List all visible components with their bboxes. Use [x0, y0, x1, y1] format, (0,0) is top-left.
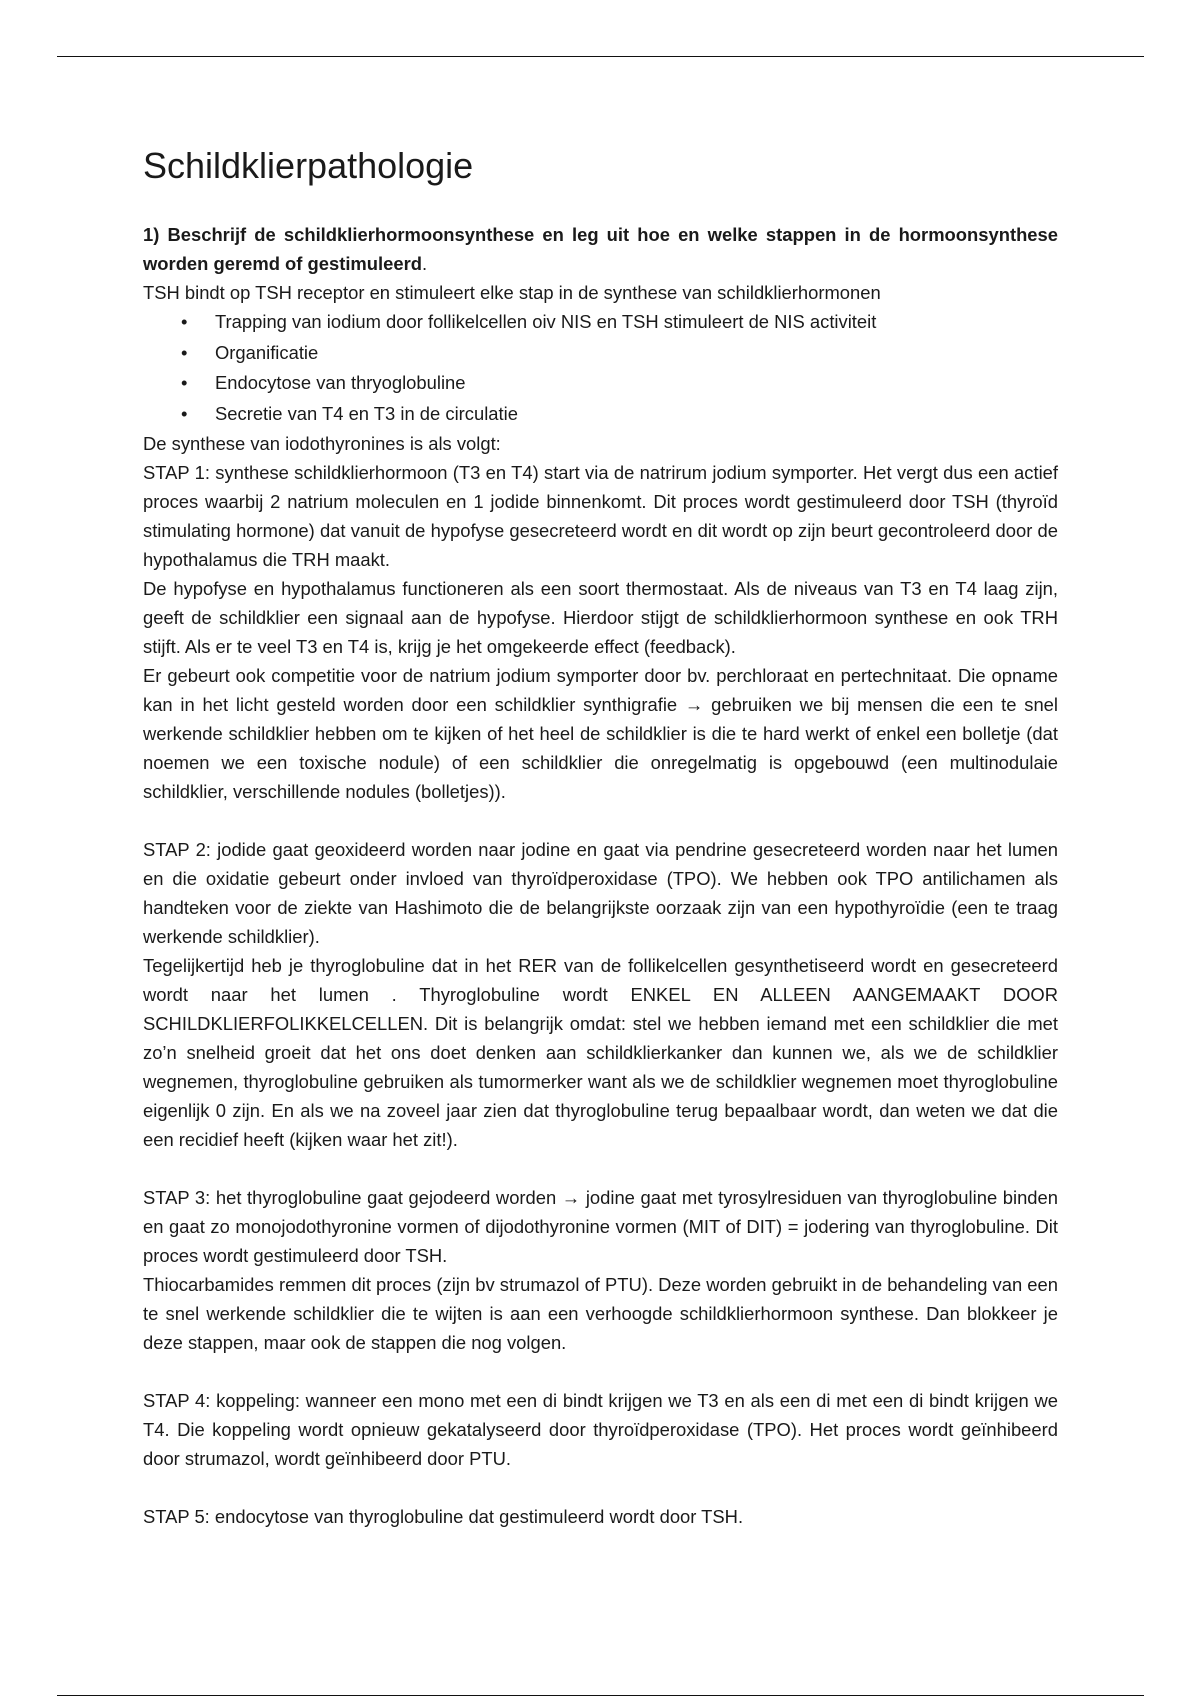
step1-paragraph: De hypofyse en hypothalamus functioneren als een soort thermostaat. Als de niveaus van T3 en T4 laag zijn, geeft de schildklier een signaal aan de hypofyse. Hierdoor stijgt de schildklierhormoon synthese en ook TRH stijft. Als er te veel T3 en T4 is, krijg je het omgekeerde effect (feedback). — [143, 578, 1058, 657]
step1-paragraph: STAP 1: synthese schildklierhormoon (T3 en T4) start via de natrirum jodium symporter. Het vergt dus een actief proces waarbij 2 natrium moleculen en 1 jodide binnenkomt. Dit proces wordt gestimuleerd door TSH (thyroïd stimulating hormone) dat vanuit de hypofyse gesecreteerd wordt en dit wordt op zijn beurt gecontroleerd door de hypothalamus die TRH maakt. — [143, 462, 1058, 570]
intro-paragraph: TSH bindt op TSH receptor en stimuleert elke stap in de synthese van schildklierhormonen — [143, 282, 881, 303]
paragraph-spacer — [143, 1357, 1058, 1386]
step3-paragraph: Thiocarbamides remmen dit proces (zijn bv strumazol of PTU). Deze worden gebruikt in de behandeling van een te snel werkende schildklier die te wijten is aan een verhoogde schildklierhormoon synthese. Dan blokkeer je deze stappen, maar ook de stappen die nog volgen. — [143, 1274, 1058, 1353]
question-heading — [143, 220, 1058, 278]
step3-paragraph: STAP 3: het thyroglobuline gaat gejodeerd worden → jodine gaat met tyrosylresiduen van thyroglobuline binden en gaat zo monojodothyronine vormen of dijodothyronine vormen (MIT of DIT) = jodering van thyroglobuline. Dit proces wordt gestimuleerd door TSH. — [143, 1187, 1058, 1266]
document-body — [143, 140, 1058, 1531]
step4-paragraph: STAP 4: koppeling: wanneer een mono met een di bindt krijgen we T3 en als een di met een di bindt krijgen we T4. Die koppeling wordt opnieuw gekatalyseerd door thyroïdperoxidase (TPO). Het proces wordt geïnhibeerd door strumazol, wordt geïnhibeerd door PTU. — [143, 1390, 1058, 1469]
page-title: Schildklierpathologie — [143, 145, 474, 186]
step2-paragraph: STAP 2: jodide gaat geoxideerd worden naar jodine en gaat via pendrine gesecreteerd worden naar het lumen en die oxidatie gebeurt onder invloed van thyroïdperoxidase (TPO). We hebben ook TPO antilichamen als handteken voor de ziekte van Hashimoto die de belangrijkste oorzaak zijn van een hypothyroïdie (een te traag werkende schildklier). — [143, 839, 1058, 947]
question-text: 1) Beschrijf de schildklierhormoonsynthese en leg uit hoe en welke stappen in de hormoonsynthese worden geremd of gestimuleerd — [143, 224, 1058, 274]
step1-paragraph: Er gebeurt ook competitie voor de natrium jodium symporter door bv. perchloraat en pertechnitaat. Die opname kan in het licht gesteld worden door een schildklier synthigrafie → gebruiken we bij mensen die een te snel werkende schildklier hebben om te kijken of het heel de schildklier is die te hard werkt of enkel een bolletje (dat noemen we een toxische nodule) of een schildklier die onregelmatig is opgebouwd (een multinodulaie schildklier, verschillende nodules (bolletjes)). — [143, 665, 1058, 802]
synthesis-intro: De synthese van iodothyronines is als volgt: — [143, 433, 501, 454]
paragraph-spacer — [143, 806, 1058, 835]
list-item: • Trapping van iodium door follikelcellen oiv NIS en TSH stimuleert de NIS activiteit — [215, 307, 1058, 338]
list-item: • Organificatie — [215, 338, 1058, 369]
step2-paragraph: Tegelijkertijd heb je thyroglobuline dat in het RER van de follikelcellen gesynthetiseerd wordt en gesecreteerd wordt naar het lumen . Thyroglobuline wordt ENKEL EN ALLEEN AANGEMAAKT DOOR SCHILDKLIERFOLIKKELCELLEN. Dit is belangrijk omdat: stel we hebben iemand met een schildklier die met zo’n snelheid groeit dat het ons doet denken aan schildklierkanker dan kunnen we, als we de schildklier wegnemen, thyroglobuline gebruiken als tumormerker want als we de schildklier wegnemen moet thyroglobuline eigenlijk 0 zijn. En als we na zoveel jaar zien dat thyroglobuline terug bepaalbaar wordt, dan weten we dat die een recidief heeft (kijken waar het zit!). — [143, 955, 1058, 1150]
list-item: • Endocytose van thryoglobuline — [215, 368, 1058, 399]
bullet-list — [143, 307, 1058, 429]
list-item: • Secretie van T4 en T3 in de circulatie — [215, 399, 1058, 430]
footer-rule — [57, 1695, 1144, 1696]
header-rule — [57, 56, 1144, 57]
step5-paragraph: STAP 5: endocytose van thyroglobuline dat gestimuleerd wordt door TSH. — [143, 1506, 744, 1527]
question-period: . — [421, 253, 428, 274]
paragraph-spacer — [143, 1154, 1058, 1183]
paragraph-spacer — [143, 1473, 1058, 1502]
